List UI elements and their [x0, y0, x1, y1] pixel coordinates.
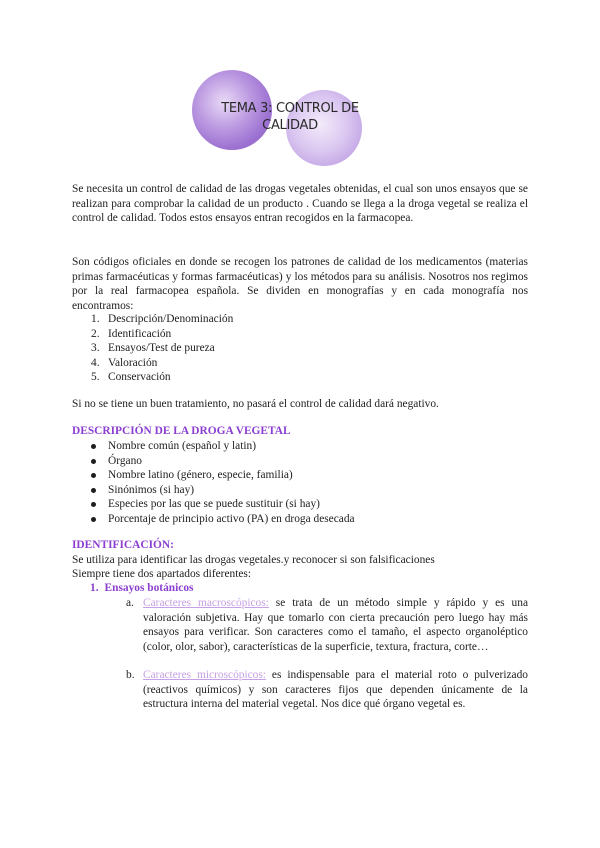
title-line-2: CALIDAD: [262, 118, 318, 133]
bullet-icon: [91, 473, 96, 478]
descripcion-list: [72, 439, 355, 527]
bullet-icon: [91, 459, 96, 464]
list-item: 4. Valoración: [91, 356, 158, 369]
microscopicos-link[interactable]: Caracteres microscópicos:: [143, 669, 266, 681]
bullet-icon: [91, 488, 96, 493]
bullet-icon: [91, 517, 96, 522]
farmacopea-paragraph: Son códigos oficiales en donde se recogen los patrones de calidad de los medicamentos (materias primas farmacéuticas y formas farmacéuticas) y los métodos para su análisis. Nosotros nos regimos por la real farmacopea española. Se dividen en monografías y en cada monografía nos encontramos:: [72, 256, 528, 312]
macroscopicos-item: a. Caracteres macroscópicos: se trata de un método simple y rápido y es una valoración subjetiva. Hay que tomarlo con cierta precaución pero luego hay más ensayos para verificar. Son caracteres como el tamaño, el aspecto organoléptico (color, olor, sabor), características de la superficie, textura, fractura, corte…: [126, 597, 529, 653]
bullet-icon: [91, 444, 96, 449]
list-item: 5. Conservación: [91, 371, 171, 384]
list-item: 2. Identificación: [91, 327, 172, 340]
identificacion-paragraph-2: Siempre tiene dos apartados diferentes:: [72, 568, 252, 580]
list-item: Órgano: [72, 454, 355, 469]
list-item: 1. Descripción/Denominación: [91, 313, 234, 325]
macroscopicos-link[interactable]: Caracteres macroscópicos:: [143, 597, 269, 609]
list-item: Nombre común (español y latin): [72, 439, 355, 454]
page-title: [206, 100, 374, 134]
title-line-1: TEMA 3: CONTROL DE: [221, 101, 359, 116]
bullet-icon: [91, 502, 96, 507]
list-item: Nombre latino (género, especie, familia): [72, 468, 355, 483]
list-item: 3. Ensayos/Test de pureza: [91, 342, 215, 355]
list-item: Porcentaje de principio activo (PA) en droga desecada: [72, 512, 355, 527]
identificacion-paragraph-1: Se utiliza para identificar las drogas vegetales.y reconocer si son falsificaciones: [72, 554, 435, 566]
tratamiento-paragraph: Si no se tiene un buen tratamiento, no pasará el control de calidad dará negativo.: [72, 398, 439, 410]
microscopicos-item: b. Caracteres microscópicos: es indispensable para el material roto o pulverizado (reactivos químicos) y son caracteres fijos que dependen únicamente de la estructura interna del material vegetal. Nos dice qué órgano vegetal es.: [126, 669, 529, 711]
ensayos-botanicos-heading: 1. Ensayos botánicos: [90, 582, 194, 594]
list-item: Especies por las que se puede sustituir (si hay): [72, 497, 355, 512]
list-item: Sinónimos (si hay): [72, 483, 355, 498]
descripcion-heading: DESCRIPCIÓN DE LA DROGA VEGETAL: [72, 425, 291, 437]
monografia-list: [72, 312, 233, 385]
intro-paragraph: Se necesita un control de calidad de las drogas vegetales obtenidas, el cual son unos ensayos que se realizan para comprobar la calidad de un producto . Cuando se llega a la droga vegetal se realiza el control de calidad. Todos estos ensayos entran recogidos en la farmacopea.: [72, 183, 528, 225]
identificacion-heading: IDENTIFICACIÓN:: [72, 539, 174, 551]
